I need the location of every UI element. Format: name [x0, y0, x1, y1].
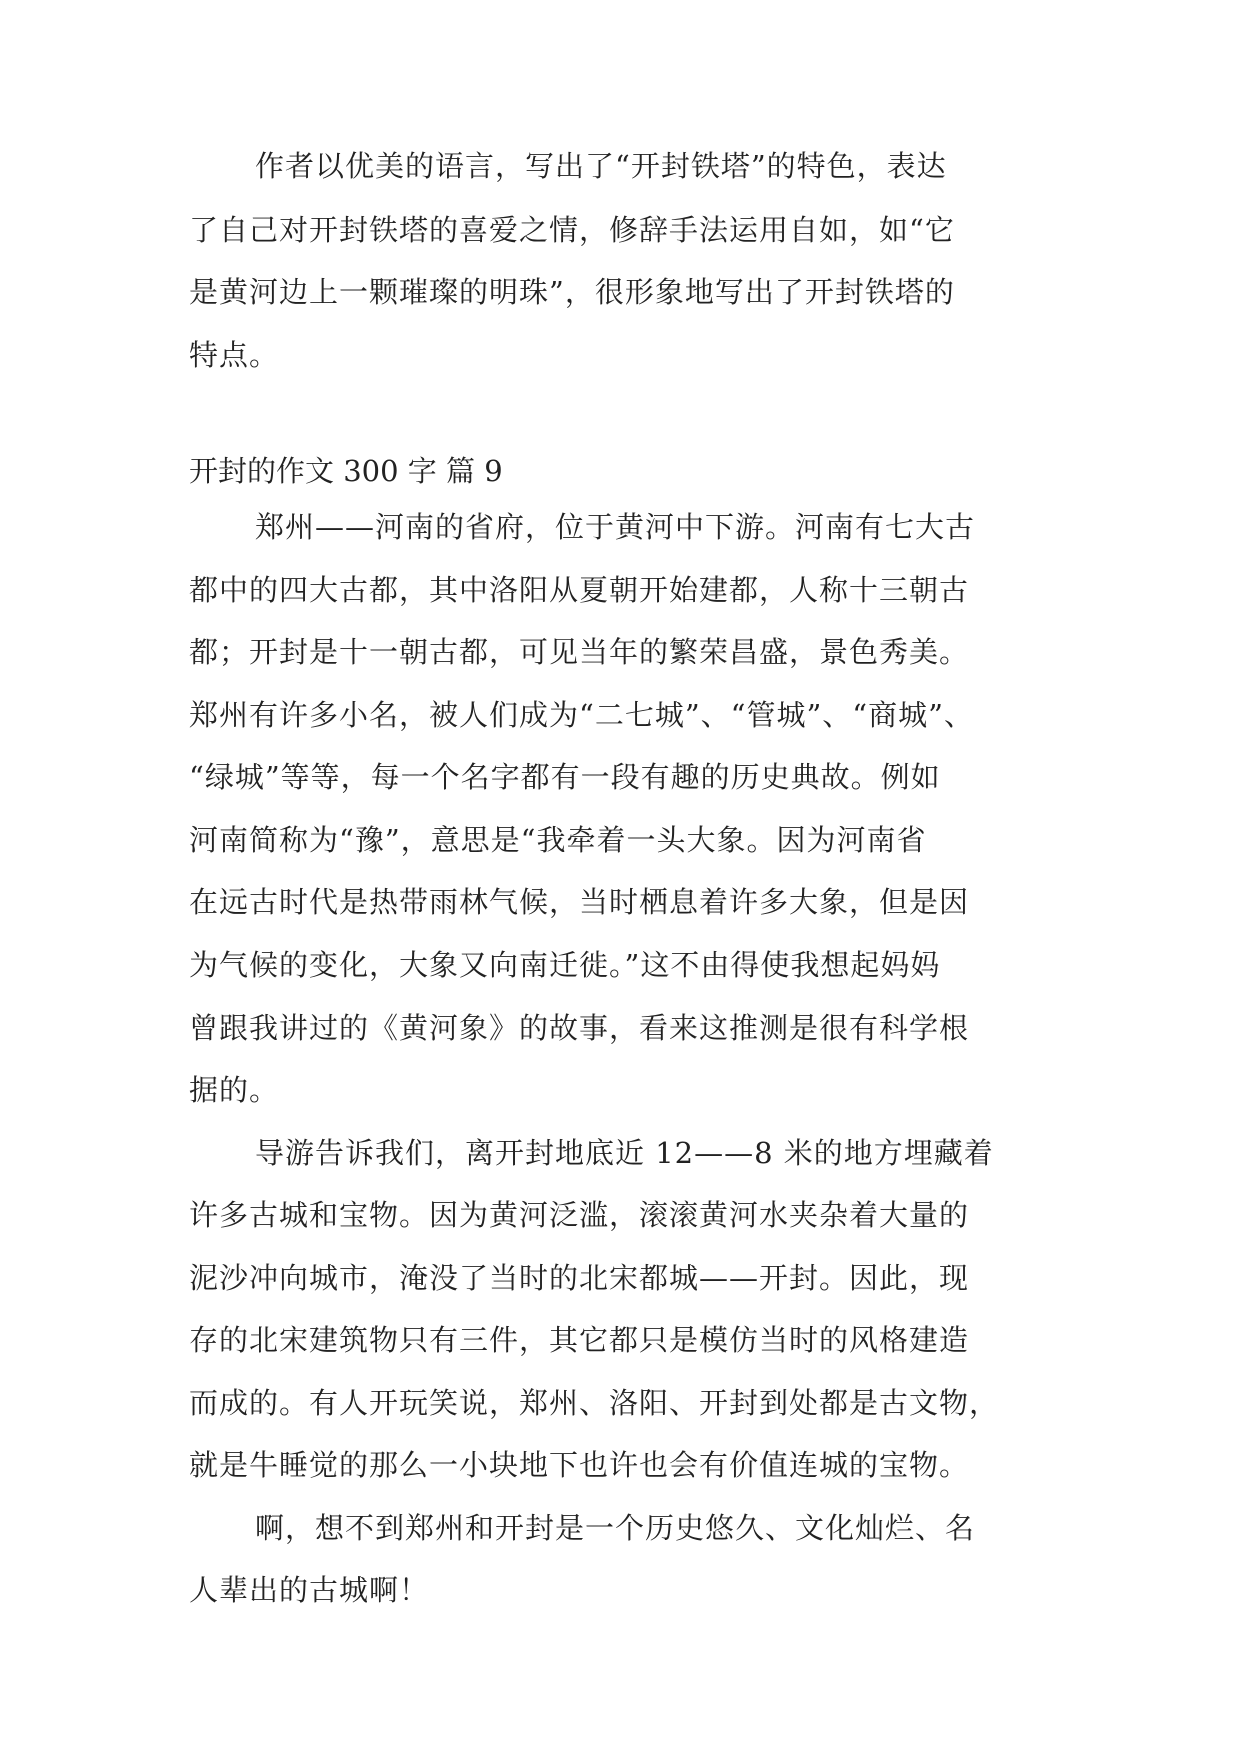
text-line: 郑州有许多小名，被人们成为“二七城”、“管城”、“商城”、 [189, 698, 974, 732]
text-line: 是黄河边上一颗璀璨的明珠”，很形象地写出了开封铁塔的 [189, 275, 955, 309]
text-line: 河南简称为“豫”，意思是“我牵着一头大象。因为河南省 [189, 823, 927, 857]
text-line: 许多古城和宝物。因为黄河泛滥，滚滚黄河水夹杂着大量的 [189, 1198, 970, 1232]
text-line: 了自己对开封铁塔的喜爱之情，修辞手法运用自如，如“它 [189, 213, 955, 247]
text-line: 在远古时代是热带雨林气候，当时栖息着许多大象，但是因 [189, 885, 970, 919]
text-line: 都中的四大古都，其中洛阳从夏朝开始建都，人称十三朝古 [189, 573, 970, 607]
text-line: 存的北宋建筑物只有三件，其它都只是模仿当时的风格建造 [189, 1323, 970, 1357]
text-line: 郑州——河南的省府，位于黄河中下游。河南有七大古 [255, 510, 976, 544]
text-line: 曾跟我讲过的《黄河象》的故事，看来这推测是很有科学根 [189, 1011, 970, 1045]
text-line: 啊，想不到郑州和开封是一个历史悠久、文化灿烂、名 [255, 1511, 976, 1545]
section-heading: 开封的作文 300 字 篇 9 [189, 454, 503, 488]
text-line: 特点。 [189, 338, 280, 372]
text-line: 就是牛睡觉的那么一小块地下也许也会有价值连城的宝物。 [189, 1448, 970, 1482]
text-line: 据的。 [189, 1073, 280, 1107]
text-line: 作者以优美的语言，写出了“开封铁塔”的特色，表达 [255, 149, 947, 183]
text-line: 都；开封是十一朝古都，可见当年的繁荣昌盛，景色秀美。 [189, 635, 970, 669]
text-line: 为气候的变化，大象又向南迁徙。”这不由得使我想起妈妈 [189, 948, 941, 982]
text-line: 而成的。有人开玩笑说，郑州、洛阳、开封到处都是古文物， [189, 1386, 1000, 1420]
text-line: 泥沙冲向城市，淹没了当时的北宋都城——开封。因此，现 [189, 1261, 970, 1295]
text-line: 导游告诉我们，离开封地底近 12——8 米的地方埋藏着 [255, 1136, 994, 1170]
text-line: “绿城”等等，每一个名字都有一段有趣的历史典故。例如 [189, 760, 941, 794]
text-line: 人辈出的古城啊！ [189, 1573, 430, 1607]
